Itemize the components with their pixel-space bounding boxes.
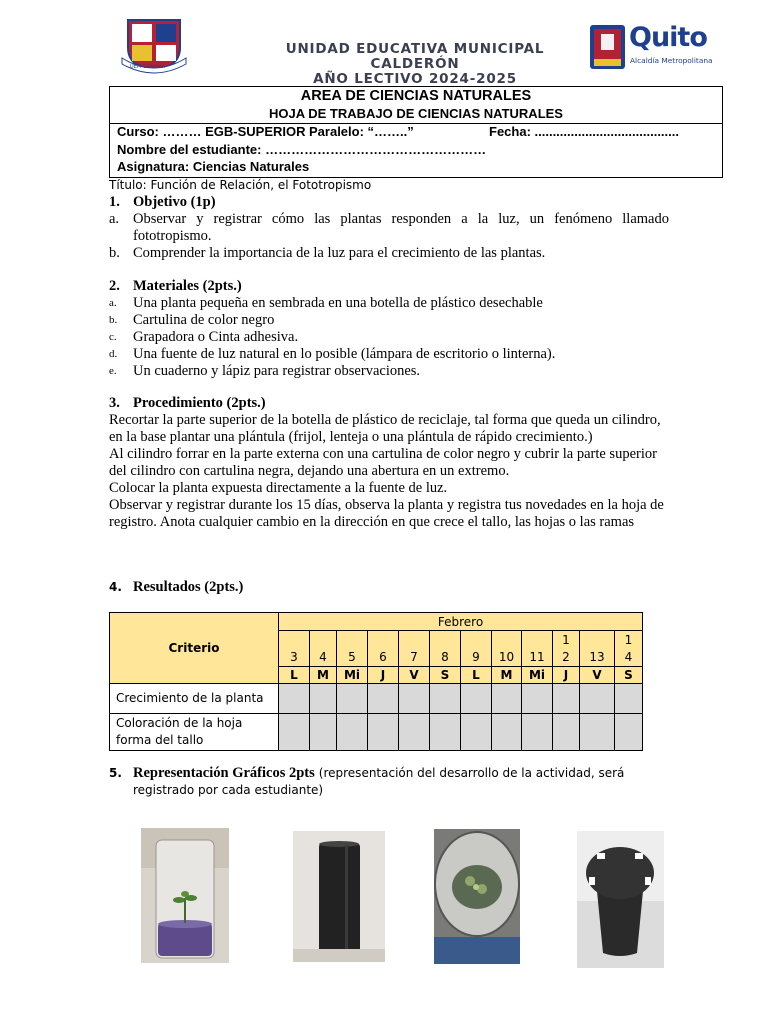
svg-text:UEM Calderón: UEM Calderón bbox=[130, 64, 166, 70]
curso-field[interactable]: Curso: ……… EGB-SUPERIOR bbox=[117, 124, 306, 139]
fecha-field[interactable]: Fecha: ........................................ bbox=[489, 124, 679, 139]
quito-logo bbox=[589, 24, 724, 72]
entry-cell[interactable] bbox=[615, 714, 643, 751]
entry-cell[interactable] bbox=[399, 714, 430, 751]
subject-field: Asignatura: Ciencias Naturales bbox=[117, 159, 310, 174]
row-label: Crecimiento de la planta bbox=[110, 684, 279, 714]
day-name-cell: Mi bbox=[337, 667, 368, 684]
photo-bottle-plant bbox=[141, 828, 229, 963]
month-header: Febrero bbox=[279, 613, 643, 631]
student-name-field[interactable]: Nombre del estudiante: …………………………………………… bbox=[117, 142, 487, 157]
entry-cell[interactable] bbox=[399, 684, 430, 714]
course-row bbox=[117, 124, 679, 139]
objetivo-heading: 1. Objetivo (1p) bbox=[109, 194, 216, 210]
materiales-section bbox=[109, 278, 669, 380]
entry-cell[interactable] bbox=[553, 714, 580, 751]
day-name-cell: L bbox=[461, 667, 492, 684]
paralelo-field[interactable]: Paralelo: “……..” bbox=[309, 124, 414, 139]
entry-cell[interactable] bbox=[522, 714, 553, 751]
quito-crest-icon bbox=[589, 24, 626, 70]
school-logo bbox=[120, 14, 188, 74]
procedure-paragraph: Al cilindro forrar en la parte externa con una cartulina de color negro y cubrir la parte superior del cilindro con cartulina negra, dejando una abertura en un extremo. bbox=[109, 446, 657, 479]
list-item: a. Una planta pequeña en sembrada en una botella de plástico desechable bbox=[109, 295, 543, 311]
day-number-cell: 10 bbox=[492, 631, 522, 667]
procedure-paragraph: Recortar la parte superior de la botella de plástico de reciclaje, tal forma que queda un cilindro, en la base plantar una plántula (frijol, lenteja o una plántula de rápido crecimiento.) bbox=[109, 412, 661, 445]
day-name-cell: L bbox=[279, 667, 310, 684]
day-name-cell: S bbox=[615, 667, 643, 684]
day-number-cell: 7 bbox=[399, 631, 430, 667]
day-name-cell: M bbox=[310, 667, 337, 684]
entry-cell[interactable] bbox=[368, 684, 399, 714]
entry-cell[interactable] bbox=[553, 684, 580, 714]
table-row bbox=[110, 714, 643, 751]
graficos-section bbox=[109, 764, 669, 799]
day-number-cell: 3 bbox=[279, 631, 310, 667]
school-year: AÑO LECTIVO 2024-2025 bbox=[313, 71, 517, 87]
entry-cell[interactable] bbox=[492, 684, 522, 714]
worksheet-info-box bbox=[109, 86, 723, 178]
list-item: d. Una fuente de luz natural en lo posible (lámpara de escritorio o linterna). bbox=[109, 346, 556, 362]
procedimiento-heading: 3. Procedimiento (2pts.) bbox=[109, 395, 266, 411]
results-table bbox=[109, 612, 643, 751]
row-label: Coloración de la hoja forma del tallo bbox=[110, 714, 279, 751]
area-title: AREA DE CIENCIAS NATURALES bbox=[300, 88, 532, 104]
list-item: b. Cartulina de color negro bbox=[109, 312, 275, 328]
day-name-cell: S bbox=[430, 667, 461, 684]
photo-top-view bbox=[434, 829, 520, 964]
day-number-cell: 6 bbox=[368, 631, 399, 667]
entry-cell[interactable] bbox=[615, 684, 643, 714]
procedure-paragraph: Observar y registrar durante los 15 días, observa la planta y registra tus novedades en la hoja de registro. Anota cualquier cambio en la dirección en que crece el tallo, las hojas o las ramas bbox=[109, 497, 664, 530]
list-item: b. Comprender la importancia de la luz para el crecimiento de las plantas. bbox=[109, 245, 546, 261]
entry-cell[interactable] bbox=[522, 684, 553, 714]
list-item: e. Un cuaderno y lápiz para registrar observaciones. bbox=[109, 363, 421, 379]
entry-cell[interactable] bbox=[492, 714, 522, 751]
list-item: a. Observar y registrar cómo las plantas responden a la luz, un fenómeno llamado fototropismo. bbox=[109, 211, 669, 244]
entry-cell[interactable] bbox=[310, 714, 337, 751]
quito-wordmark: Quito bbox=[629, 22, 707, 53]
table-row bbox=[110, 684, 643, 714]
entry-cell[interactable] bbox=[279, 684, 310, 714]
day-name-cell: Mi bbox=[522, 667, 553, 684]
entry-cell[interactable] bbox=[430, 684, 461, 714]
entry-cell[interactable] bbox=[279, 714, 310, 751]
school-header bbox=[240, 42, 590, 87]
entry-cell[interactable] bbox=[580, 714, 615, 751]
objetivo-section bbox=[109, 194, 669, 262]
day-number-cell: 13 bbox=[580, 631, 615, 667]
day-number-cell: 9 bbox=[461, 631, 492, 667]
day-name-cell: V bbox=[580, 667, 615, 684]
entry-cell[interactable] bbox=[430, 714, 461, 751]
day-number-cell: 4 bbox=[310, 631, 337, 667]
day-name-cell: J bbox=[553, 667, 580, 684]
entry-cell[interactable] bbox=[337, 714, 368, 751]
photo-black-cylinder bbox=[293, 831, 385, 962]
quito-subtitle: Alcaldía Metropolitana bbox=[630, 56, 713, 65]
day-number-cell: 1 4 bbox=[615, 631, 643, 667]
entry-cell[interactable] bbox=[310, 684, 337, 714]
entry-cell[interactable] bbox=[461, 684, 492, 714]
materiales-heading: 2. Materiales (2pts.) bbox=[109, 278, 242, 294]
day-number-cell: 11 bbox=[522, 631, 553, 667]
worksheet-title: HOJA DE TRABAJO DE CIENCIAS NATURALES bbox=[269, 106, 563, 121]
procedimiento-section bbox=[109, 395, 669, 531]
entry-cell[interactable] bbox=[368, 714, 399, 751]
criterio-header: Criterio bbox=[110, 613, 279, 684]
entry-cell[interactable] bbox=[580, 684, 615, 714]
resultados-section bbox=[109, 579, 669, 596]
entry-cell[interactable] bbox=[337, 684, 368, 714]
day-name-cell: M bbox=[492, 667, 522, 684]
procedure-paragraph: Colocar la planta expuesta directamente a la fuente de luz. bbox=[109, 480, 448, 496]
entry-cell[interactable] bbox=[461, 714, 492, 751]
graficos-note: registrado por cada estudiante) bbox=[133, 783, 324, 797]
list-item: c. Grapadora o Cinta adhesiva. bbox=[109, 329, 299, 345]
photo-covered-cylinder bbox=[577, 831, 664, 968]
graficos-heading: 5. Representación Gráficos 2pts (representación del desarrollo de la actividad, será bbox=[109, 765, 625, 781]
school-name: UNIDAD EDUCATIVA MUNICIPAL CALDERÓN bbox=[285, 41, 545, 72]
day-number-cell: 1 2 bbox=[553, 631, 580, 667]
day-number-cell: 8 bbox=[430, 631, 461, 667]
day-number-cell: 5 bbox=[337, 631, 368, 667]
resultados-heading: 4. Resultados (2pts.) bbox=[109, 579, 244, 595]
worksheet-topic: Título: Función de Relación, el Fototropismo bbox=[109, 178, 372, 192]
day-name-cell: V bbox=[399, 667, 430, 684]
day-name-cell: J bbox=[368, 667, 399, 684]
